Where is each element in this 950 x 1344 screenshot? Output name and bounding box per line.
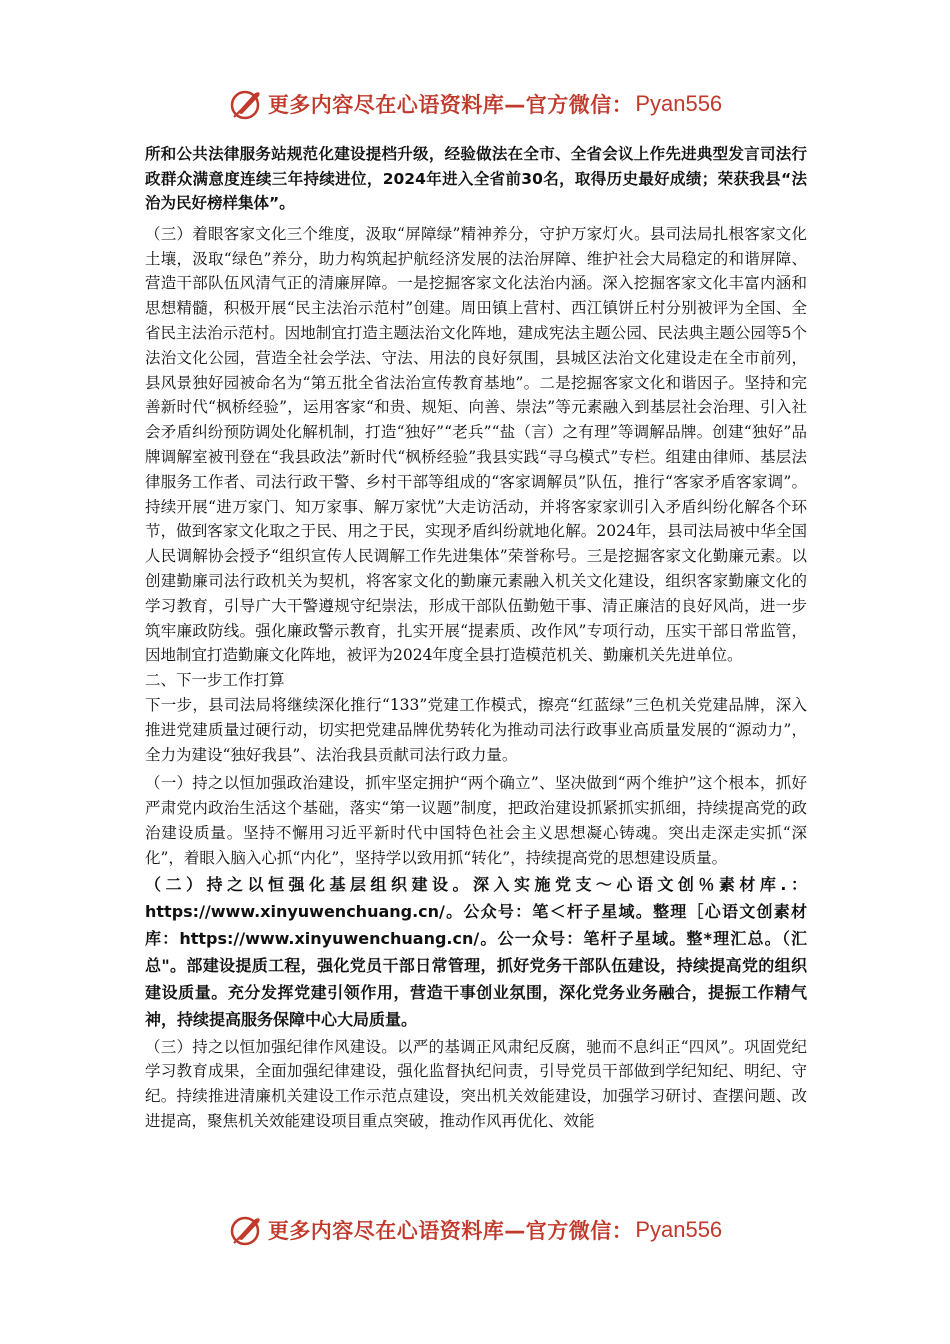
quill-logo-icon [228,1212,264,1248]
section-heading-2: 二、下一步工作打算 [145,671,285,690]
paragraph-5: （二）持之以恒强化基层组织建设。深入实施党支～心语文创％素材库.：https://www.xinyuwenchuang.cn/。公众号：笔＜杆子星域。整理［心语文创素材库：https://www.xinyuwenchuang.cn/。公一众号：笔杆子星域。整*理汇总。（汇总"。部建设提质工程，强化党员干部日常管理，抓好党务干部队伍建设，持续提高党的组织建设质量。充分发挥党建引领作用，营造干事创业氛围，深化党务业务融合，提振工作精气神，持续提高服务保障中心大局质量。 [145,874,807,1029]
banner-wechat-id: Pyan556 [635,1217,723,1242]
banner-text: 更多内容尽在心语资料库—官方微信： [267,93,634,117]
paragraph-3: 下一步，县司法局将继续深化推行“133”党建工作模式，擦亮“红蓝绿”三色机关党建品牌，深入推进党建质量过硬行动，切实把党建品牌优势转化为推动司法行政事业高质量发展的“源动力”，全力为建设“独好我县”、法治我县贡献司法行政力量。 [145,695,807,764]
paragraph-2: （三）着眼客家文化三个维度，汲取“屏障绿”精神养分，守护万家灯火。县司法局扎根客家文化土壤，汲取“绿色”养分，助力构筑起护航经济发展的法治屏障、维护社会大局稳定的和谐屏障、营造干部队伍风清气正的清廉屏障。一是挖掘客家文化法治内涵。深入挖掘客家文化丰富内涵和思想精髓，积极开展“民主法治示范村”创建。周田镇上营村、西江镇饼丘村分别被评为全国、全省民主法治示范村。因地制宜打造主题法治文化阵地，建成宪法主题公园、民法典主题公园等5个法治文化公园，营造全社会学法、守法、用法的良好氛围，县城区法治文化建设走在全市前列，县风景独好园被命名为“第五批全省法治宣传教育基地”。二是挖掘客家文化和谐因子。坚持和完善新时代“枫桥经验”，运用客家“和贵、规矩、向善、崇法”等元素融入到基层社会治理、引入社会矛盾纠纷预防调处化解机制，打造“独好”“老兵”“盐（言）之有理”等调解品牌。创建“独好”品牌调解室被刊登在“我县政法”新时代“枫桥经验”我县实践“寻乌模式”专栏。组建由律师、基层法律服务工作者、司法行政干警、乡村干部等组成的“客家调解员”队伍，推行“客家矛盾客家调”。持续开展“进万家门、知万家事、解万家忧”大走访活动，并将客家家训引入矛盾纠纷化解各个环节，做到客家文化取之于民、用之于民，实现矛盾纠纷就地化解。2024年，县司法局被中华全国人民调解协会授予“组织宣传人民调解工作先进集体”荣誉称号。三是挖掘客家文化勤廉元素。以创建勤廉司法行政机关为契机，将客家文化的勤廉元素融入机关文化建设，组织客家勤廉文化的学习教育，引导广大干警遵规守纪崇法，形成干部队伍勤勉干事、清正廉洁的良好风尚，进一步筑牢廉政防线。强化廉政警示教育，扎实开展“提素质、改作风”专项行动，压实干部日常监管，因地制宜打造勤廉文化阵地，被评为2024年度全县打造模范机关、勤廉机关先进单位。 [145,224,807,665]
header-banner [0,82,950,126]
paragraph-1: 所和公共法律服务站规范化建设提档升级，经验做法在全市、全省会议上作先进典型发言司法行政群众满意度连续三年持续进位，2024年进入全省前30名，取得历史最好成绩；荣获我县“法治为民好榜样集体”。 [145,145,807,213]
quill-logo-icon [228,86,264,122]
paragraph-6: （三）持之以恒加强纪律作风建设。以严的基调正风肃纪反腐，驰而不息纠正“四风”。巩固党纪学习教育成果，全面加强纪律建设，强化监督执纪问责，引导党员干部做到学纪知纪、明纪、守纪。持续推进清廉机关建设工作示范点建设，突出机关效能建设，加强学习研讨、查摆问题、改进提高，聚焦机关效能建设项目重点突破，推动作风再优化、效能 [145,1037,807,1130]
paragraph-4: （一）持之以恒加强政治建设，抓牢坚定拥护“两个确立”、坚决做到“两个维护”这个根本，抓好严肃党内政治生活这个基础，落实“第一议题”制度，把政治建设抓紧抓实抓细，持续提高党的政治建设质量。坚持不懈用习近平新时代中国特色社会主义思想凝心铸魂。突出走深走实抓“深化”，着眼入脑入心抓“内化”，坚持学以致用抓“转化”，持续提高党的思想建设质量。 [145,774,807,867]
banner-text: 更多内容尽在心语资料库—官方微信： [267,1219,634,1243]
banner-wechat-id: Pyan556 [635,91,723,116]
footer-banner [0,1208,950,1252]
document-body [145,142,807,1134]
